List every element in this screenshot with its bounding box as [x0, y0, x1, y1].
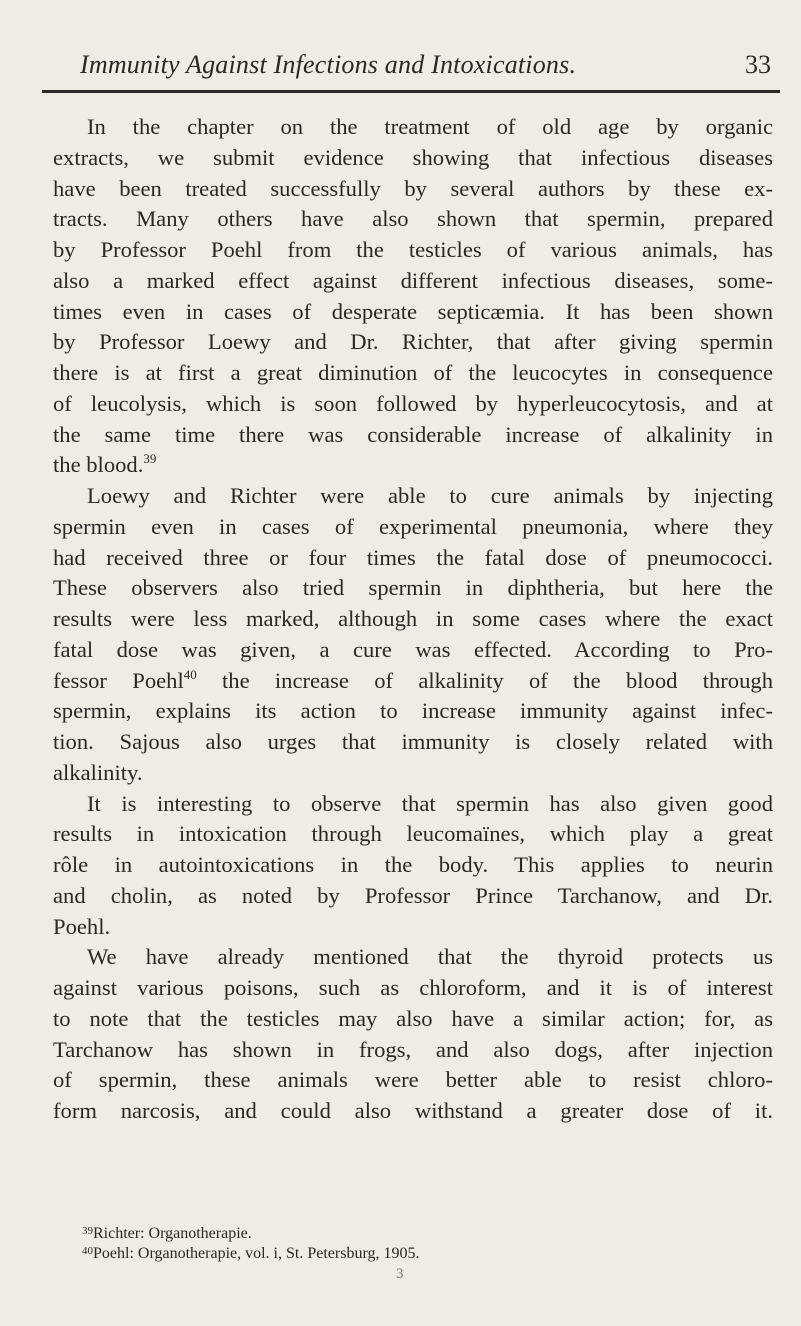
footnote [82, 1224, 782, 1244]
text-line: Tarchanow has shown in frogs, and also dogs, after injection [53, 1036, 773, 1062]
footnotes [82, 1224, 782, 1264]
text-line: the same time there was considerable increase of alkalinity in [53, 421, 773, 447]
text-fragment: the increase of alkalinity of the blood through [196, 667, 773, 693]
text-line: alkalinity. [53, 759, 143, 785]
footnote-text: Poehl: Organotherapie, vol. i, St. Petersburg, 1905. [93, 1245, 420, 1262]
text-line: there is at first a great diminution of the leucocytes in consequence [53, 360, 773, 385]
text-line: by Professor Poehl from the testicles of various animals, has [53, 237, 773, 262]
footnote-number: 39 [82, 1225, 93, 1237]
text-line: have been treated successfully by several authors by these ex- [53, 175, 773, 201]
text-line: times even in cases of desperate septicæmia. It has been shown [53, 298, 773, 324]
text-line: of spermin, these animals were better able to resist chloro- [53, 1067, 773, 1093]
text-line: These observers also tried spermin in diphtheria, but here the [53, 575, 773, 601]
page-number: 33 [745, 50, 771, 79]
page-header [0, 50, 801, 90]
text-line: also a marked effect against different infectious diseases, some- [53, 267, 773, 293]
footnote [82, 1244, 782, 1264]
text-line: and cholin, as noted by Professor Prince Tarchanow, and Dr. [53, 882, 773, 908]
footnote-number: 40 [82, 1245, 93, 1257]
footnote-ref: 39 [143, 451, 157, 467]
text-line: We have already mentioned that the thyroid protects us [87, 944, 773, 970]
footnote-ref: 40 [183, 666, 197, 682]
text-line: Loewy and Richter were able to cure animals by injecting [87, 483, 773, 508]
header-rule [42, 90, 780, 93]
text-line: by Professor Loewy and Dr. Richter, that after giving spermin [53, 329, 773, 355]
text-line: fatal dose was given, a cure was effected. According to Pro- [53, 636, 773, 662]
text-line [53, 666, 773, 697]
text-line: results were less marked, although in some cases where the exact [53, 606, 773, 631]
text-line: spermin, explains its action to increase immunity against infec- [53, 698, 773, 724]
signature-mark: 3 [396, 1266, 404, 1282]
text-line: tion. Sajous also urges that immunity is closely related with [53, 729, 773, 754]
text-line: had received three or four times the fatal dose of pneumococci. [53, 544, 773, 570]
text-line: results in intoxication through leucomaïnes, which play a great [53, 821, 773, 847]
footnote-text: Richter: Organotherapie. [93, 1225, 252, 1242]
text-line: spermin even in cases of experimental pneumonia, where they [53, 513, 773, 539]
text-line: Poehl. [53, 913, 111, 939]
text-line: form narcosis, and could also withstand a greater dose of it. [53, 1098, 773, 1123]
text-fragment: fessor Poehl [53, 667, 184, 693]
text-line: of leucolysis, which is soon followed by hyperleucocytosis, and at [53, 390, 773, 416]
text-line [53, 450, 773, 481]
text-line: It is interesting to observe that spermin has also given good [87, 790, 773, 816]
text-line: extracts, we submit evidence showing that infectious diseases [53, 144, 773, 170]
text-line: In the chapter on the treatment of old age by organic [87, 114, 773, 139]
text-line: tracts. Many others have also shown that spermin, prepared [53, 206, 773, 232]
running-title: Immunity Against Infections and Intoxications. [80, 50, 577, 79]
text-fragment: the blood. [53, 452, 144, 478]
text-line: against various poisons, such as chloroform, and it is of interest [53, 975, 773, 1000]
text-line: rôle in autointoxications in the body. This applies to neurin [53, 852, 773, 877]
body-text [53, 112, 773, 1127]
text-line: to note that the testicles may also have a similar action; for, as [53, 1005, 773, 1031]
